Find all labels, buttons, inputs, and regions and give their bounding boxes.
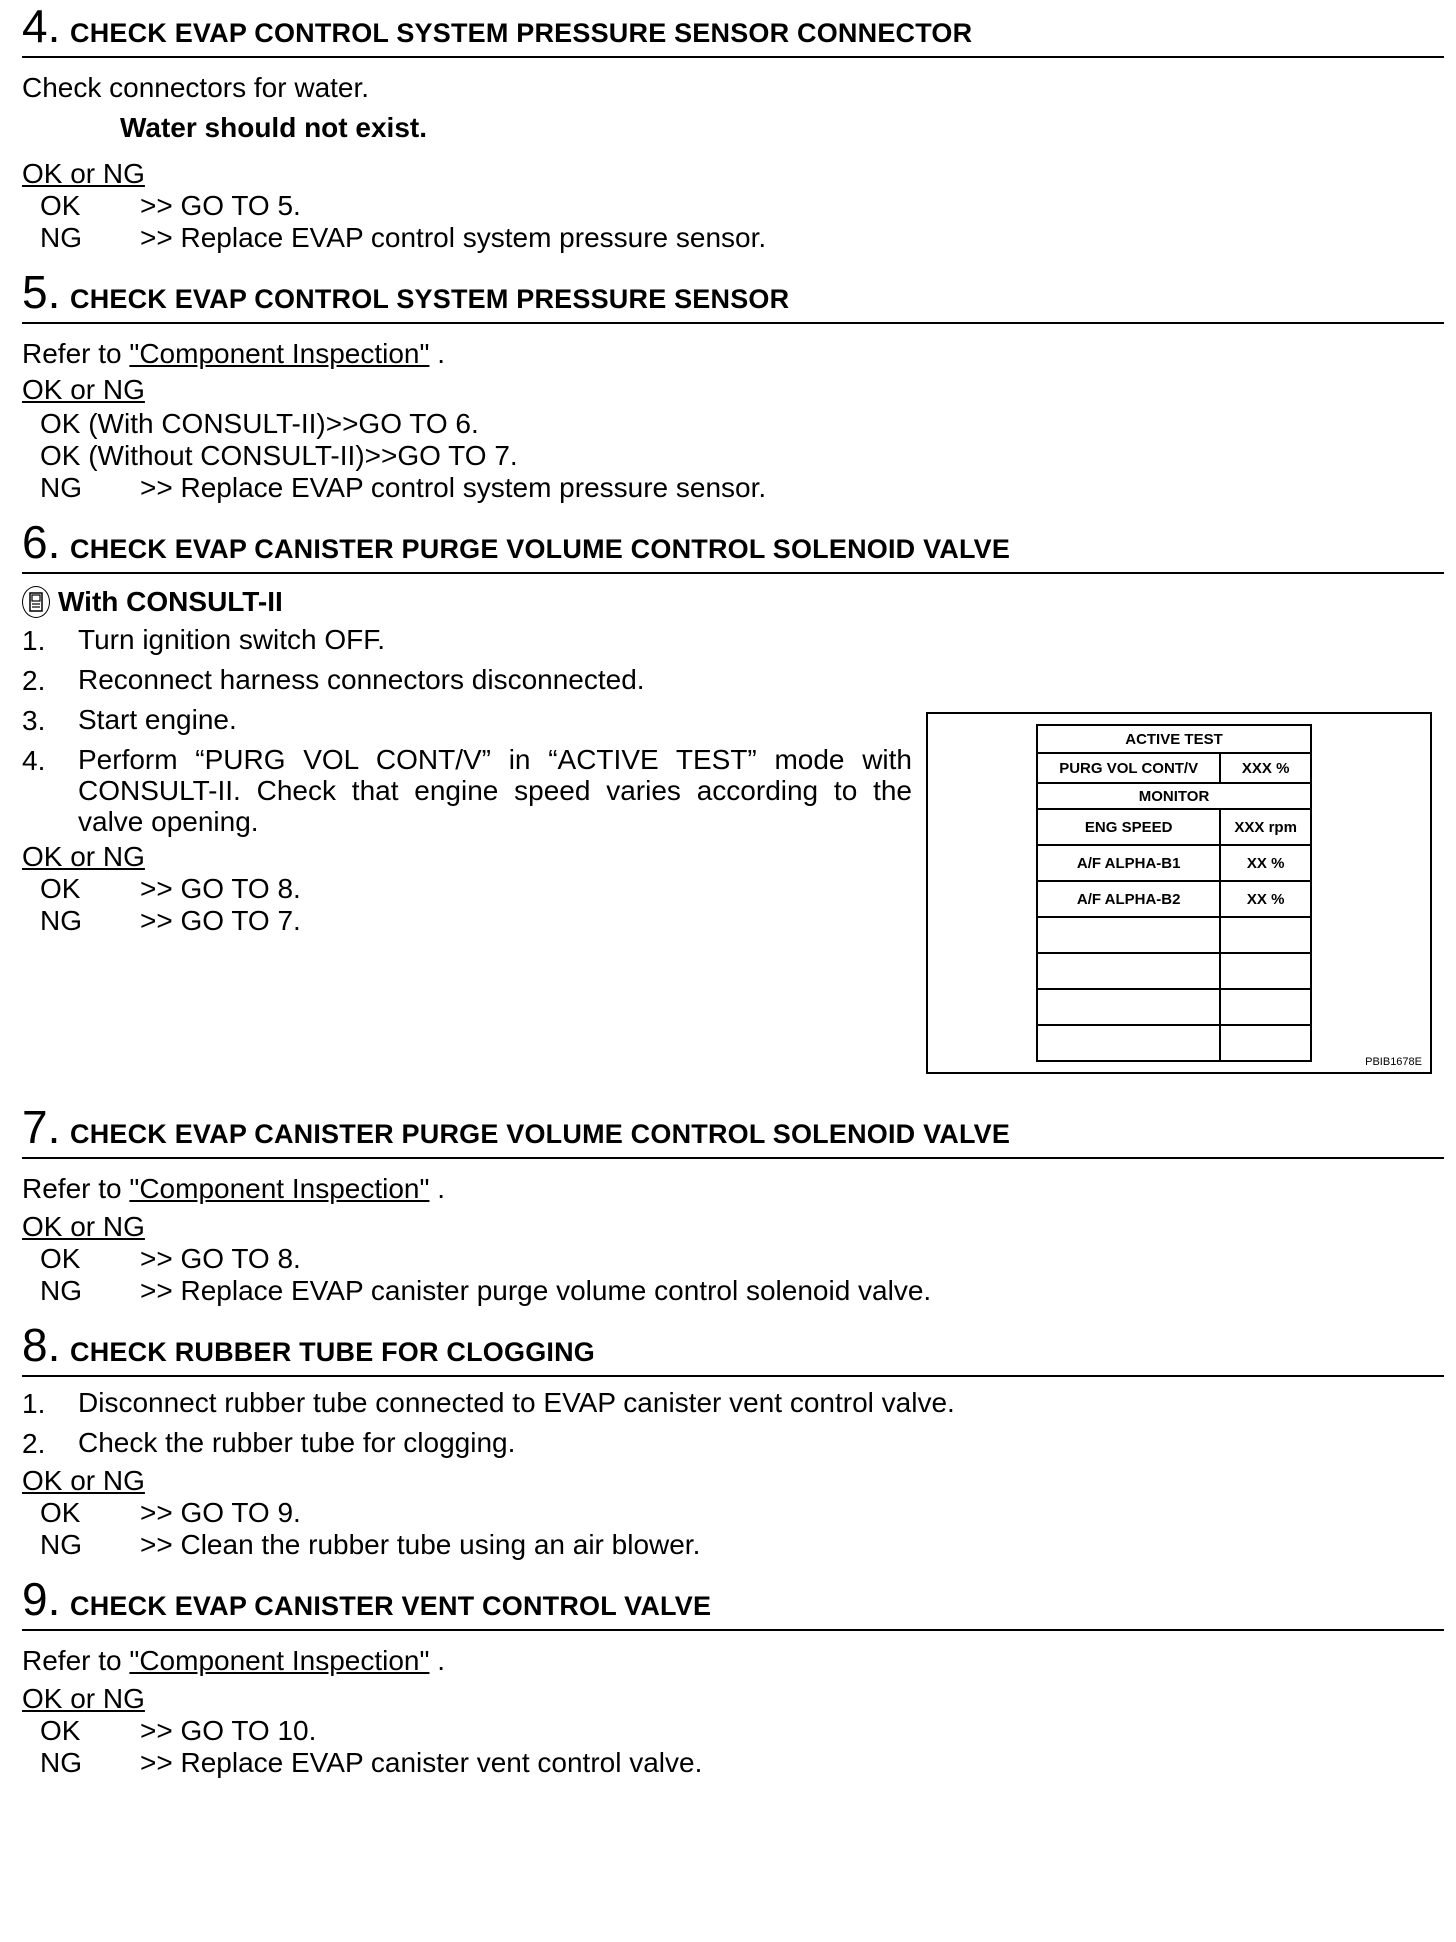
step-header: [22, 1101, 1444, 1159]
refer-prefix: Refer to: [22, 338, 130, 369]
list-text: Turn ignition switch OFF.: [78, 624, 386, 655]
monitor-value: XX %: [1220, 881, 1311, 917]
empty-cell: [1220, 989, 1311, 1025]
result-action: >> GO TO 8.: [140, 873, 301, 904]
list-item: [22, 1427, 1444, 1461]
empty-cell: [1220, 917, 1311, 953]
step-5: [22, 266, 1444, 504]
result-row-ok: [22, 1715, 1444, 1747]
list-text: Perform “PURG VOL CONT/V” in “ACTIVE TEST” mode with CONSULT-II. Check that engine speed varies according to the valve opening.: [78, 744, 912, 837]
list-number: 1.: [22, 625, 46, 656]
list-item: [22, 1387, 1444, 1421]
result-key: NG: [40, 222, 82, 253]
list-number: 3.: [22, 705, 46, 736]
active-test-table: [1036, 724, 1312, 1062]
consult-tool-icon: [22, 586, 50, 618]
step-title: CHECK EVAP CANISTER VENT CONTROL VALVE: [70, 1591, 712, 1621]
result-key: OK: [40, 1715, 81, 1746]
result-row-ng: [22, 1275, 1444, 1307]
list-number: 4.: [22, 745, 46, 776]
result-row-ok: [22, 1243, 1444, 1275]
monitor-label: ENG SPEED: [1037, 809, 1220, 845]
result-action: >> Replace EVAP control system pressure sensor.: [140, 472, 767, 503]
step-8: [22, 1319, 1444, 1561]
step-6-instructions: [22, 586, 912, 1089]
component-inspection-link[interactable]: "Component Inspection": [129, 1645, 430, 1676]
ok-or-ng-heading: OK or NG: [22, 374, 145, 405]
ok-or-ng-heading: OK or NG: [22, 1683, 145, 1714]
result-action: >> GO TO 7.: [140, 905, 301, 936]
component-inspection-link[interactable]: "Component Inspection": [129, 338, 430, 369]
step-header: [22, 516, 1444, 574]
empty-cell: [1037, 989, 1220, 1025]
step-4: [22, 0, 1444, 254]
monitor-header: MONITOR: [1037, 783, 1311, 809]
step-9: [22, 1573, 1444, 1779]
result-row-ok: [22, 873, 912, 905]
step-header: [22, 1573, 1444, 1631]
list-number: 1.: [22, 1388, 46, 1419]
step-header: [22, 266, 1444, 324]
step-number: 6.: [22, 516, 61, 568]
monitor-label: A/F ALPHA-B1: [1037, 845, 1220, 881]
refer-prefix: Refer to: [22, 1645, 130, 1676]
result-action: >> GO TO 10.: [140, 1715, 317, 1746]
list-number: 2.: [22, 1428, 46, 1459]
ok-or-ng-heading: OK or NG: [22, 1465, 145, 1496]
step-header: [22, 1319, 1444, 1377]
result-key: OK: [40, 873, 81, 904]
empty-cell: [1037, 917, 1220, 953]
step-number: 8.: [22, 1319, 61, 1371]
refer-suffix: .: [429, 338, 446, 369]
ok-or-ng-heading: OK or NG: [22, 1211, 145, 1242]
result-row-ok: [22, 1497, 1444, 1529]
result-row-ok-without-consult: OK (Without CONSULT-II)>>GO TO 7.: [40, 440, 518, 471]
result-action: >> Replace EVAP control system pressure sensor.: [140, 222, 767, 253]
refer-text: [22, 338, 1444, 370]
purg-vol-label: PURG VOL CONT/V: [1037, 753, 1220, 783]
purg-vol-value: XXX %: [1220, 753, 1311, 783]
step-header: [22, 0, 1444, 58]
consult-screen-figure: [926, 712, 1432, 1074]
list-text: Reconnect harness connectors disconnected.: [78, 664, 645, 695]
result-key: OK: [40, 190, 81, 221]
list-number: 2.: [22, 665, 46, 696]
list-item: [22, 624, 912, 658]
spacer: [22, 937, 912, 1089]
list-item: [22, 704, 912, 738]
specification-text: Water should not exist.: [120, 112, 427, 143]
result-key: OK: [40, 1497, 81, 1528]
result-action: >> GO TO 5.: [140, 190, 301, 221]
step-title: CHECK EVAP CONTROL SYSTEM PRESSURE SENSOR: [70, 284, 790, 314]
result-action: >> Clean the rubber tube using an air blower.: [140, 1529, 701, 1560]
empty-cell: [1037, 953, 1220, 989]
instruction-text: Check connectors for water.: [22, 72, 370, 103]
list-text: Start engine.: [78, 704, 237, 735]
result-row-ng: [22, 1747, 1444, 1779]
ok-or-ng-heading: OK or NG: [22, 158, 145, 189]
step-number: 4.: [22, 0, 61, 52]
step-7: [22, 1101, 1444, 1307]
result-row-ok: [22, 190, 1444, 222]
step-number: 5.: [22, 266, 61, 318]
with-consult-heading: [22, 586, 912, 618]
result-row-ok-with-consult: OK (With CONSULT-II)>>GO TO 6.: [40, 408, 479, 439]
step-title: CHECK EVAP CONTROL SYSTEM PRESSURE SENSOR CONNECTOR: [70, 18, 973, 48]
result-row-ng: [22, 905, 912, 937]
refer-suffix: .: [429, 1645, 446, 1676]
active-test-header: ACTIVE TEST: [1037, 725, 1311, 753]
refer-prefix: Refer to: [22, 1173, 130, 1204]
result-action: >> Replace EVAP canister purge volume control solenoid valve.: [140, 1275, 932, 1306]
result-key: NG: [40, 1275, 82, 1306]
refer-text: [22, 1645, 1444, 1677]
step-number: 7.: [22, 1101, 61, 1153]
empty-cell: [1220, 1025, 1311, 1061]
step-title: CHECK EVAP CANISTER PURGE VOLUME CONTROL SOLENOID VALVE: [70, 1119, 1011, 1149]
result-key: NG: [40, 472, 82, 503]
component-inspection-link[interactable]: "Component Inspection": [129, 1173, 430, 1204]
step-title: CHECK RUBBER TUBE FOR CLOGGING: [70, 1337, 595, 1367]
step-title: CHECK EVAP CANISTER PURGE VOLUME CONTROL SOLENOID VALVE: [70, 534, 1011, 564]
refer-suffix: .: [429, 1173, 446, 1204]
figure-code: PBIB1678E: [1365, 1056, 1422, 1068]
result-action: >> GO TO 8.: [140, 1243, 301, 1274]
ok-or-ng-heading: OK or NG: [22, 841, 145, 872]
result-key: OK: [40, 1243, 81, 1274]
empty-cell: [1037, 1025, 1220, 1061]
monitor-value: XX %: [1220, 845, 1311, 881]
list-item: [22, 744, 912, 837]
list-item: [22, 664, 912, 698]
monitor-label: A/F ALPHA-B2: [1037, 881, 1220, 917]
step-number: 9.: [22, 1573, 61, 1625]
result-row-ng: [22, 222, 1444, 254]
result-key: NG: [40, 1747, 82, 1778]
result-row-ng: [22, 1529, 1444, 1561]
consult-tool-icon-glyph: [28, 592, 44, 612]
result-key: NG: [40, 1529, 82, 1560]
result-row-ng: [22, 472, 1444, 504]
with-consult-label: With CONSULT-II: [58, 586, 283, 617]
procedure-page: [22, 0, 1444, 1779]
monitor-value: XXX rpm: [1220, 809, 1311, 845]
step-6: [22, 516, 1444, 1089]
list-text: Check the rubber tube for clogging.: [78, 1427, 516, 1458]
result-key: NG: [40, 905, 82, 936]
empty-cell: [1220, 953, 1311, 989]
refer-text: [22, 1173, 1444, 1205]
result-action: >> GO TO 9.: [140, 1497, 301, 1528]
result-action: >> Replace EVAP canister vent control valve.: [140, 1747, 703, 1778]
list-text: Disconnect rubber tube connected to EVAP canister vent control valve.: [78, 1387, 955, 1418]
